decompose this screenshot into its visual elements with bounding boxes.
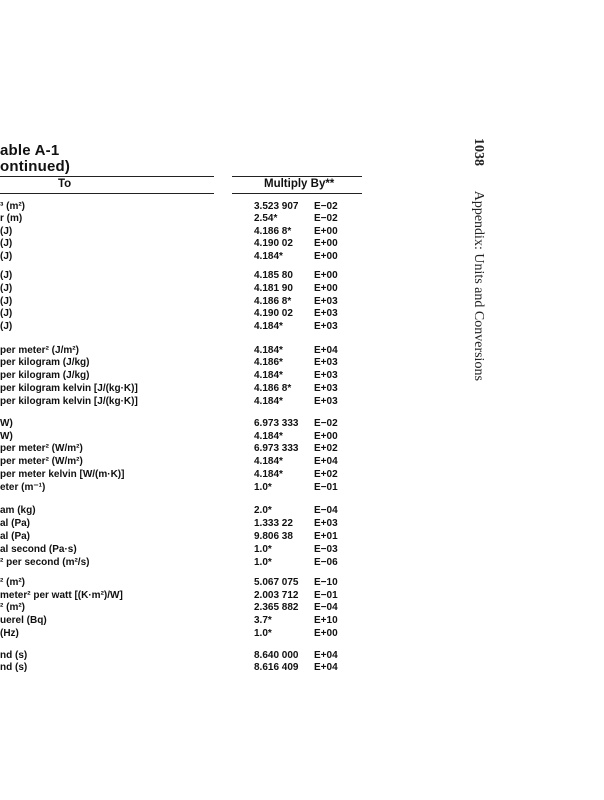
table-row — [0, 443, 380, 455]
unit-cell: r (m) — [0, 213, 23, 224]
exponent-value: E+00 — [314, 226, 338, 237]
multiplier-value: 1.0* — [254, 544, 272, 555]
exponent-value: E+04 — [314, 345, 338, 356]
running-title: Appendix: Units and Conversions — [471, 190, 486, 381]
unit-cell: uerel (Bq) — [0, 615, 47, 626]
unit-cell: per meter² (W/m²) — [0, 456, 83, 467]
header-rule-bottom-to — [0, 193, 214, 194]
exponent-value: E+10 — [314, 615, 338, 626]
exponent-value: E−02 — [314, 213, 338, 224]
table-row — [0, 213, 380, 225]
exponent-value: E−04 — [314, 505, 338, 516]
unit-cell: (Hz) — [0, 628, 19, 639]
unit-cell: W) — [0, 418, 13, 429]
unit-cell: per kilogram (J/kg) — [0, 357, 90, 368]
exponent-value: E+00 — [314, 251, 338, 262]
exponent-value: E+03 — [314, 396, 338, 407]
exponent-value: E+00 — [314, 270, 338, 281]
table-row — [0, 238, 380, 250]
multiplier-value: 3.7* — [254, 615, 272, 626]
multiplier-value: 4.190 02 — [254, 238, 293, 249]
unit-cell: ² per second (m²/s) — [0, 557, 90, 568]
table-row — [0, 628, 380, 640]
unit-cell: (J) — [0, 270, 13, 281]
unit-cell: meter² per watt [(K·m²)/W] — [0, 590, 123, 601]
table-row — [0, 505, 380, 517]
unit-cell: ² (m²) — [0, 577, 25, 588]
exponent-value: E+03 — [314, 296, 338, 307]
multiplier-value: 1.0* — [254, 557, 272, 568]
multiplier-value: 1.0* — [254, 482, 272, 493]
unit-cell: per kilogram (J/kg) — [0, 370, 90, 381]
multiplier-value: 4.186* — [254, 357, 283, 368]
table-row — [0, 370, 380, 382]
table-row — [0, 602, 380, 614]
table-row — [0, 251, 380, 263]
multiplier-value: 4.186 8* — [254, 296, 292, 307]
table-row — [0, 321, 380, 333]
table-row — [0, 456, 380, 468]
unit-cell: (J) — [0, 283, 13, 294]
unit-cell: per meter² (W/m²) — [0, 443, 83, 454]
unit-cell: (J) — [0, 238, 13, 249]
unit-cell: al second (Pa·s) — [0, 544, 77, 555]
multiplier-value: 9.806 38 — [254, 531, 293, 542]
exponent-value: E+00 — [314, 431, 338, 442]
exponent-value: E+00 — [314, 283, 338, 294]
unit-cell: per kilogram kelvin [J/(kg·K)] — [0, 396, 138, 407]
table-caption-line1: able A-1 — [0, 142, 60, 159]
page-number: 1038 — [471, 138, 486, 166]
unit-cell: eter (m⁻¹) — [0, 482, 46, 493]
table-row — [0, 283, 380, 295]
table-row — [0, 650, 380, 662]
unit-cell: per meter kelvin [W/(m·K)] — [0, 469, 125, 480]
exponent-value: E−03 — [314, 544, 338, 555]
exponent-value: E−01 — [314, 590, 338, 601]
table-row — [0, 270, 380, 282]
multiplier-value: 4.184* — [254, 456, 283, 467]
unit-cell: am (kg) — [0, 505, 36, 516]
multiplier-value: 2.0* — [254, 505, 272, 516]
exponent-value: E+03 — [314, 518, 338, 529]
table-row — [0, 357, 380, 369]
multiplier-value: 1.0* — [254, 628, 272, 639]
exponent-value: E+01 — [314, 531, 338, 542]
table-row — [0, 201, 380, 213]
running-header — [470, 138, 486, 381]
exponent-value: E+00 — [314, 628, 338, 639]
table-row — [0, 518, 380, 530]
unit-cell: per kilogram kelvin [J/(kg·K)] — [0, 383, 138, 394]
exponent-value: E+03 — [314, 308, 338, 319]
table-row — [0, 482, 380, 494]
table-row — [0, 308, 380, 320]
exponent-value: E+03 — [314, 383, 338, 394]
table-row — [0, 662, 380, 674]
multiplier-value: 2.365 882 — [254, 602, 299, 613]
multiplier-value: 4.184* — [254, 469, 283, 480]
multiplier-value: 6.973 333 — [254, 418, 299, 429]
multiplier-value: 4.184* — [254, 345, 283, 356]
exponent-value: E+02 — [314, 469, 338, 480]
exponent-value: E+03 — [314, 370, 338, 381]
exponent-value: E−02 — [314, 418, 338, 429]
column-header-to: To — [58, 178, 72, 190]
exponent-value: E+03 — [314, 321, 338, 332]
unit-cell: ³ (m²) — [0, 201, 25, 212]
multiplier-value: 4.181 90 — [254, 283, 293, 294]
multiplier-value: 2.003 712 — [254, 590, 299, 601]
multiplier-value: 4.184* — [254, 251, 283, 262]
unit-cell: al (Pa) — [0, 531, 31, 542]
table-row — [0, 544, 380, 556]
multiplier-value: 4.186 8* — [254, 226, 292, 237]
unit-cell: (J) — [0, 321, 13, 332]
exponent-value: E+04 — [314, 662, 338, 673]
table-row — [0, 431, 380, 443]
multiplier-value: 4.186 8* — [254, 383, 292, 394]
multiplier-value: 4.184* — [254, 431, 283, 442]
exponent-value: E−01 — [314, 482, 338, 493]
multiplier-value: 3.523 907 — [254, 201, 299, 212]
exponent-value: E+04 — [314, 456, 338, 467]
exponent-value: E−06 — [314, 557, 338, 568]
unit-cell: per meter² (J/m²) — [0, 345, 79, 356]
exponent-value: E+00 — [314, 238, 338, 249]
multiplier-value: 4.184* — [254, 396, 283, 407]
table-row — [0, 615, 380, 627]
unit-cell: (J) — [0, 308, 13, 319]
unit-cell: nd (s) — [0, 662, 28, 673]
table-caption-line2: ontinued) — [0, 158, 71, 175]
table-row — [0, 296, 380, 308]
multiplier-value: 4.184* — [254, 321, 283, 332]
unit-cell: al (Pa) — [0, 518, 31, 529]
unit-cell: (J) — [0, 296, 13, 307]
unit-cell: (J) — [0, 251, 13, 262]
exponent-value: E+02 — [314, 443, 338, 454]
table-row — [0, 418, 380, 430]
unit-cell: (J) — [0, 226, 13, 237]
table-row — [0, 577, 380, 589]
multiplier-value: 4.185 80 — [254, 270, 293, 281]
header-rule-top-multiply — [232, 176, 362, 177]
unit-cell: nd (s) — [0, 650, 28, 661]
table-row — [0, 383, 380, 395]
table-row — [0, 226, 380, 238]
table-row — [0, 396, 380, 408]
header-rule-top-to — [0, 176, 214, 177]
multiplier-value: 4.184* — [254, 370, 283, 381]
multiplier-value: 2.54* — [254, 213, 278, 224]
table-row — [0, 469, 380, 481]
header-rule-bottom-multiply — [232, 193, 362, 194]
exponent-value: E+03 — [314, 357, 338, 368]
multiplier-value: 4.190 02 — [254, 308, 293, 319]
exponent-value: E−04 — [314, 602, 338, 613]
multiplier-value: 8.640 000 — [254, 650, 299, 661]
exponent-value: E+04 — [314, 650, 338, 661]
table-row — [0, 345, 380, 357]
column-header-multiply-by: Multiply By** — [264, 178, 335, 190]
table-row — [0, 590, 380, 602]
exponent-value: E−02 — [314, 201, 338, 212]
unit-cell: ² (m²) — [0, 602, 25, 613]
table-row — [0, 557, 380, 569]
multiplier-value: 1.333 22 — [254, 518, 293, 529]
unit-cell: W) — [0, 431, 13, 442]
multiplier-value: 5.067 075 — [254, 577, 299, 588]
table-row — [0, 531, 380, 543]
exponent-value: E−10 — [314, 577, 338, 588]
multiplier-value: 8.616 409 — [254, 662, 299, 673]
multiplier-value: 6.973 333 — [254, 443, 299, 454]
